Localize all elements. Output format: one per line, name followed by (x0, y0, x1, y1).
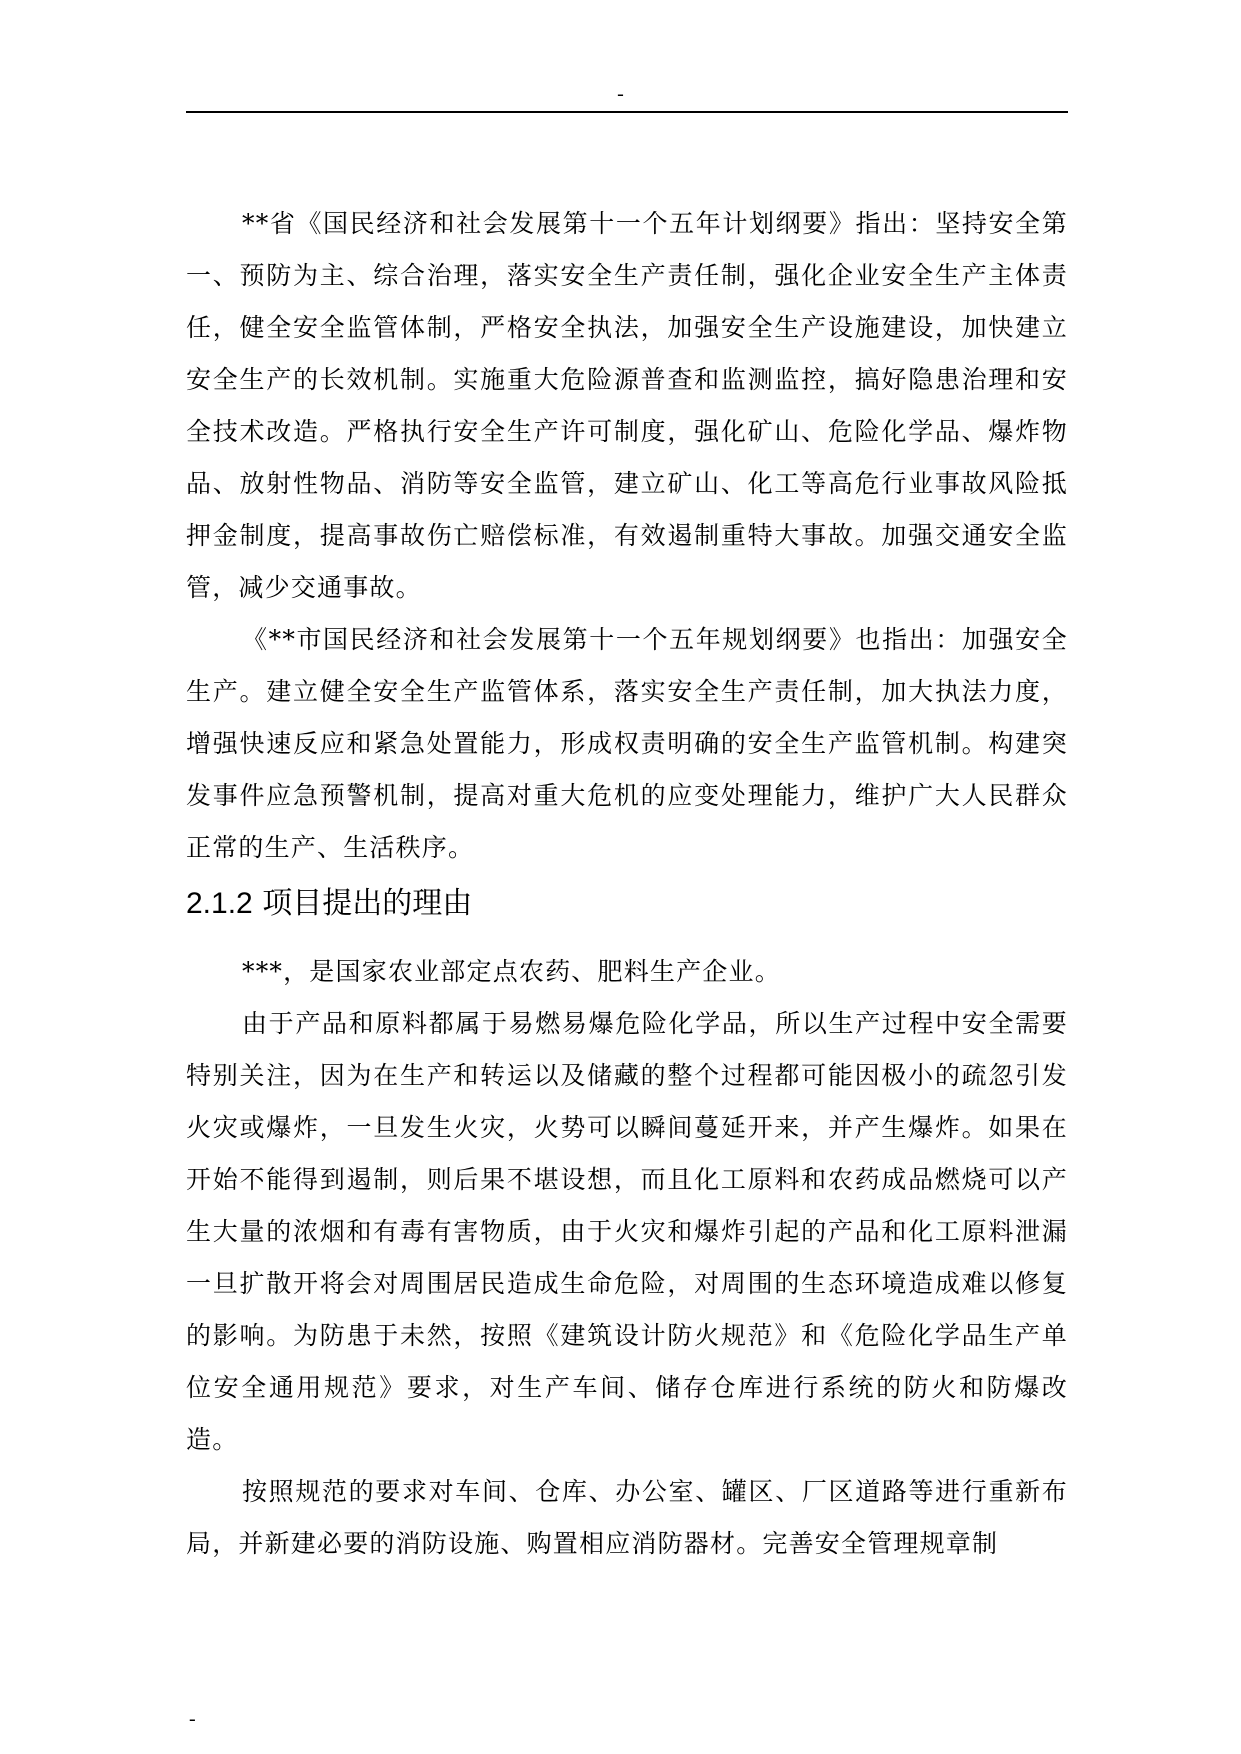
header-divider (186, 111, 1068, 113)
paragraph-renovation-plan: 按照规范的要求对车间、仓库、办公室、罐区、厂区道路等进行重新布局，并新建必要的消防设施、购置相应消防器材。完善安全管理规章制 (186, 1477, 1068, 1558)
section-number: 2.1.2 (186, 887, 253, 920)
paragraph-safety-risk: 由于产品和原料都属于易燃易爆危险化学品，所以生产过程中安全需要特别关注，因为在生产和转运以及储藏的整个过程都可能因极小的疏忽引发火灾或爆炸，一旦发生火灾，火势可以瞬间蔓延开来，并产生爆炸。如果在开始不能得到遏制，则后果不堪设想，而且化工原料和农药成品燃烧可以产生大量的浓烟和有毒有害物质，由于火灾和爆炸引起的产品和化工原料泄漏一旦扩散开将会对周围居民造成生命危险，对周围的生态环境造成难以修复的影响。为防患于未然，按照《建筑设计防火规范》和《危险化学品生产单位安全通用规范》要求，对生产车间、储存仓库进行系统的防火和防爆改造。 (186, 1009, 1068, 1454)
section-heading (186, 878, 1068, 930)
document-body (186, 198, 1068, 1570)
page-header-mark: - (617, 83, 624, 105)
page-footer-mark: - (189, 1708, 196, 1730)
paragraph-city-plan: 《**市国民经济和社会发展第十一个五年规划纲要》也指出：加强安全生产。建立健全安全生产监管体系，落实安全生产责任制，加大执法力度，增强快速反应和紧急处置能力，形成权责明确的安全生产监管机制。构建突发事件应急预警机制，提高对重大危机的应变处理能力，维护广大人民群众正常的生产、生活秩序。 (186, 625, 1068, 862)
section-title: 项目提出的理由 (262, 886, 473, 921)
paragraph-company-intro: ***，是国家农业部定点农药、肥料生产企业。 (242, 957, 781, 986)
paragraph-province-plan: **省《国民经济和社会发展第十一个五年计划纲要》指出：坚持安全第一、预防为主、综合治理，落实安全生产责任制，强化企业安全生产主体责任，健全安全监管体制，严格安全执法，加强安全生产设施建设，加快建立安全生产的长效机制。实施重大危险源普查和监测监控，搞好隐患治理和安全技术改造。严格执行安全生产许可制度，强化矿山、危险化学品、爆炸物品、放射性物品、消防等安全监管，建立矿山、化工等高危行业事故风险抵押金制度，提高事故伤亡赔偿标准，有效遏制重特大事故。加强交通安全监管，减少交通事故。 (186, 209, 1068, 602)
